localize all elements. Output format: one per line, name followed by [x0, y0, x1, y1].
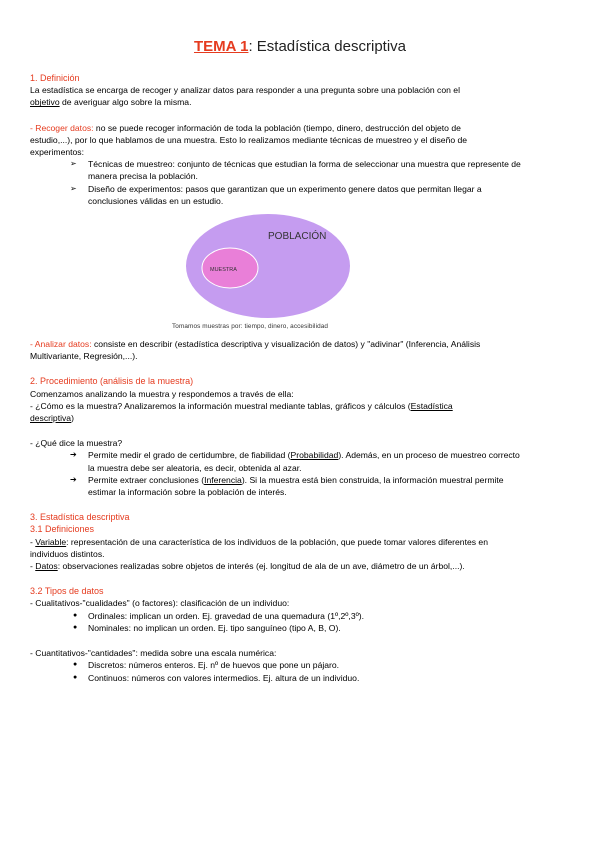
list-item: ➢ Diseño de experimentos: pasos que garantizan que un experimento genere datos que permitan llegar a conclusiones válidas en un estudio. [70, 183, 482, 206]
analizar-line-2: Multivariante, Regresión,...). [30, 351, 138, 362]
title-text: : Estadística descriptiva [248, 38, 407, 55]
list-item: ➔ Permite extraer conclusiones (Inferencia). Si la muestra está bien construida, la información muestral permite estimar la información sobre la población de interés. [70, 474, 504, 498]
question-1: - ¿Cómo es la muestra? Analizaremos la información muestral mediante tablas, gráficos y cálculos (Estadística [30, 400, 453, 411]
probabilidad-link[interactable]: Probabilidad [290, 450, 339, 461]
page-title [30, 0, 570, 56]
title-number: TEMA 1 [193, 38, 249, 55]
arrowhead-bullet-icon: ➢ [70, 159, 77, 169]
variable-line-2: individuos distintos. [30, 548, 105, 559]
bullet-dot-icon: ● [73, 611, 78, 619]
recoger-label: - Recoger datos: [30, 122, 94, 133]
list-item: ➢ Técnicas de muestreo: conjunto de técnicas que estudian la forma de seleccionar una muestra que represente de manera precisa la población. [70, 159, 521, 182]
bullet-dot-icon: ● [73, 661, 78, 669]
definition-line-2: objetivo de averiguar algo sobre la misma. [30, 97, 192, 108]
procedure-line-1: Comenzamos analizando la muestra y respondemos a través de ella: [30, 388, 294, 399]
bullet-dot-icon: ● [73, 623, 78, 631]
venn-diagram [30, 213, 570, 323]
variable-line-1: - Variable: representación de una característica de los individuos de la población, que puede tomar valores diferentes en [30, 536, 488, 547]
descriptiva-link[interactable]: descriptiva [30, 413, 72, 424]
list-item: ➔ Permite medir el grado de certidumbre, de fiabilidad (Probabilidad). Además, en un proceso de muestreo correcto la muestra debe ser aleatoria, es decir, obtenida al azar. [70, 450, 520, 473]
arrow-bullet-icon: ➔ [70, 450, 77, 460]
subsection-3-2-heading: 3.2 Tipos de datos [30, 586, 104, 597]
question-1-cont: descriptiva) [30, 413, 74, 424]
analizar-line-1: - Analizar datos: consiste en describir (estadística descriptiva y visualización de datos) y "adivinar" (Inferencia, Análisis [30, 339, 481, 350]
list-item: ● Discretos: números enteros. Ej. nº de huevos que pone un pájaro. [73, 660, 340, 671]
recoger-line-3: experimentos: [30, 147, 84, 158]
arrow-bullet-icon: ➔ [70, 474, 77, 484]
bullet-dot-icon: ● [73, 673, 78, 681]
definition-line-1: La estadística se encarga de recoger y analizar datos para responder a una pregunta sobre una población con el [30, 85, 460, 96]
cualitativos-line: - Cualitativos-"cualidades" (o factores): clasificación de un individuo: [30, 598, 290, 609]
recoger-line-2: estudio,...), por lo que hablamos de una muestra. Esto lo realizamos mediante técnicas de muestreo y el diseño de [30, 134, 468, 145]
datos-link[interactable]: Datos [35, 561, 58, 572]
section-2-heading: 2. Procedimiento (análisis de la muestra) [30, 376, 194, 387]
subsection-3-1-heading: 3.1 Definiciones [30, 524, 95, 535]
arrowhead-bullet-icon: ➢ [70, 183, 77, 193]
inferencia-link[interactable]: Inferencia [204, 474, 242, 485]
list-item: ● Continuos: números con valores intermedios. Ej. altura de un individuo. [73, 672, 360, 683]
objetivo-link[interactable]: objetivo [30, 97, 60, 108]
datos-line: - Datos: observaciones realizadas sobre objetos de interés (ej. longitud de ala de un ave, diámetro de un árbol,...). [30, 561, 465, 572]
cuantitativos-line: - Cuantitativos-"cantidades": medida sobre una escala numérica: [30, 648, 277, 659]
list-item: ● Nominales: no implican un orden. Ej. tipo sanguíneo (tipo A, B, O). [73, 622, 341, 633]
analizar-label: - Analizar datos: [30, 339, 92, 350]
variable-link[interactable]: Variable [35, 536, 67, 547]
estadistica-link[interactable]: Estadística [410, 400, 453, 411]
section-3-heading: 3. Estadística descriptiva [30, 512, 130, 523]
list-item: ● Ordinales: implican un orden. Ej. gravedad de una quemadura (1º,2º,3º). [73, 610, 364, 621]
recoger-line-1: - Recoger datos: no se puede recoger información de toda la población (tiempo, dinero, destrucción del objeto de [30, 122, 461, 133]
diagram-caption: Tomamos muestras por: tiempo, dinero, accesibilidad [172, 323, 329, 331]
population-sample-diagram [30, 213, 570, 338]
section-1-heading: 1. Definición [30, 73, 80, 83]
sample-label: MUESTRA [210, 267, 237, 274]
population-label: POBLACIÓN [268, 231, 327, 243]
question-2: - ¿Qué dice la muestra? [30, 438, 123, 449]
